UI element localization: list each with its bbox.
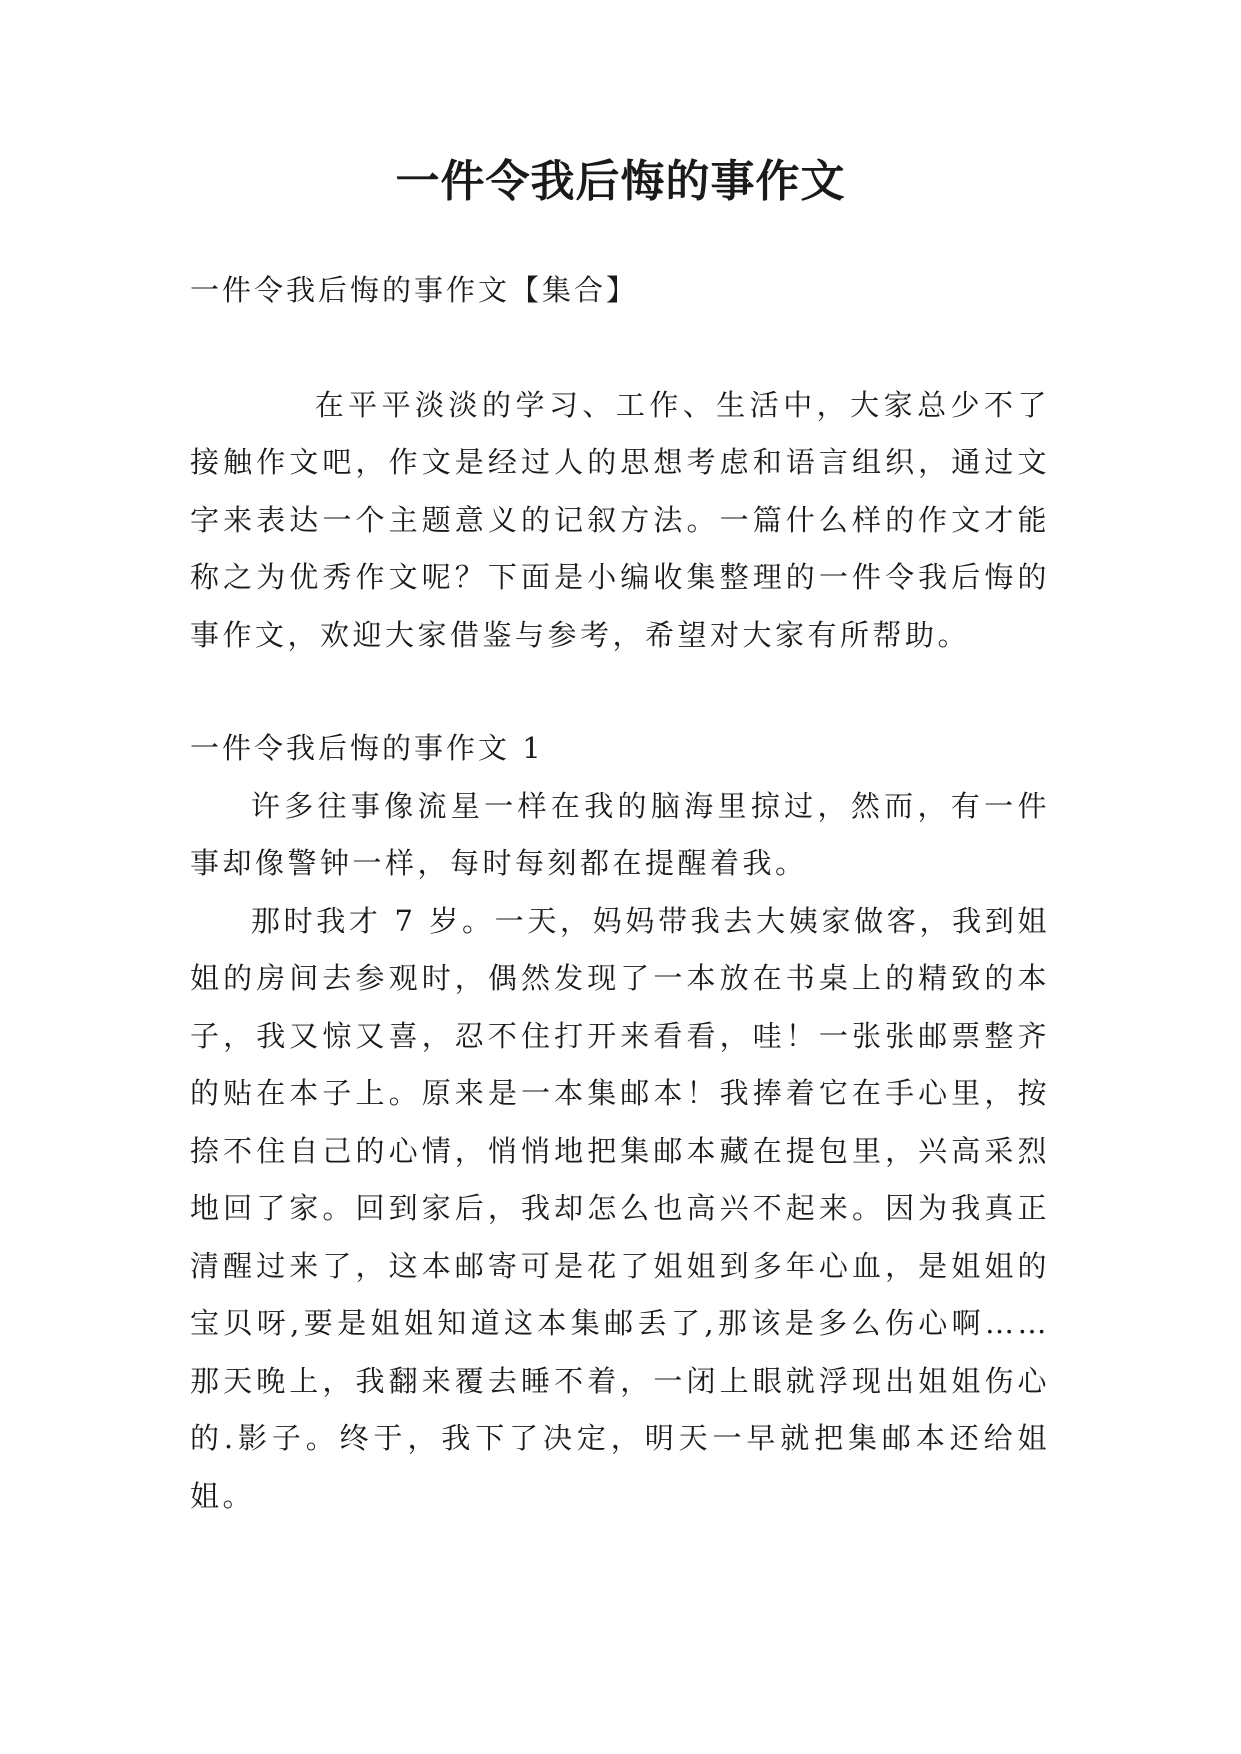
body-paragraph-2: 那时我才 7 岁。一天，妈妈带我去大姨家做客，我到姐姐的房间去参观时，偶然发现了一本放在书桌上的精致的本子，我又惊又喜，忍不住打开来看看，哇！一张张邮票整齐的贴在本子上。原来是一本集邮本！我捧着它在手心里，按捺不住自己的心情，悄悄地把集邮本藏在提包里，兴高采烈地回了家。回到家后，我却怎么也高兴不起来。因为我真正清醒过来了，这本邮寄可是花了姐姐到多年心血，是姐姐的宝贝呀,要是姐姐知道这本集邮丢了,那该是多么伤心啊……那天晚上，我翻来覆去睡不着，一闭上眼就浮现出姐姐伤心的.影子。终于，我下了决定，明天一早就把集邮本还给姐姐。 <box>190 903 1050 1513</box>
document-body <box>190 262 1050 1525</box>
body-paragraph-1: 许多往事像流星一样在我的脑海里掠过，然而，有一件事却像警钟一样，每时每刻都在提醒着我。 <box>190 788 1050 880</box>
section-heading: 一件令我后悔的事作文 1 <box>190 731 544 765</box>
document-title: 一件令我后悔的事作文 <box>395 156 846 207</box>
intro-paragraph: 在平平淡淡的学习、工作、生活中，大家总少不了接触作文吧，作文是经过人的思想考虑和语言组织，通过文字来表达一个主题意义的记叙方法。一篇什么样的作文才能称之为优秀作文呢？下面是小编收集整理的一件令我后悔的事作文，欢迎大家借鉴与参考，希望对大家有所帮助。 <box>190 387 1050 652</box>
document-subtitle: 一件令我后悔的事作文【集合】 <box>190 273 639 307</box>
